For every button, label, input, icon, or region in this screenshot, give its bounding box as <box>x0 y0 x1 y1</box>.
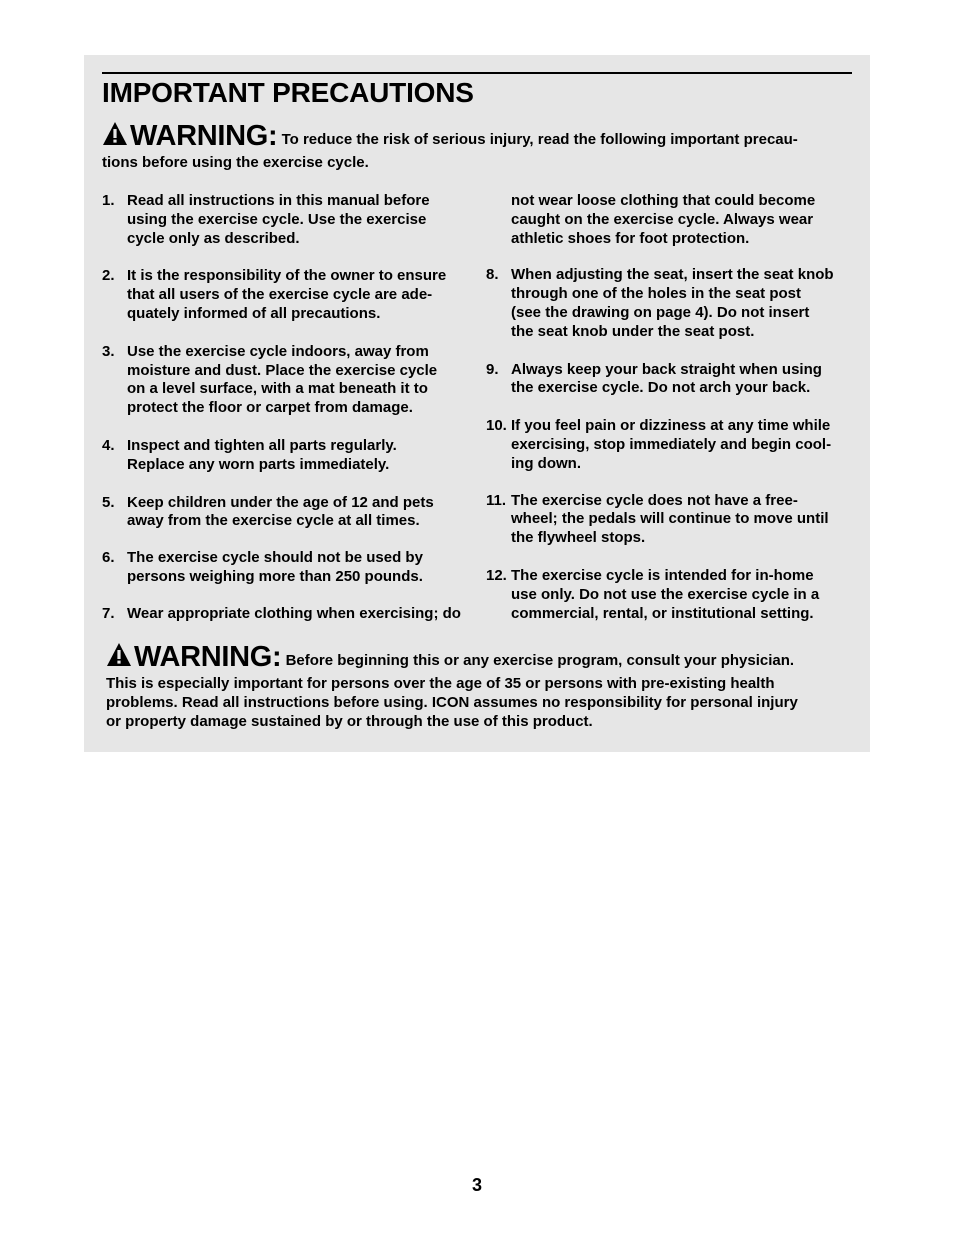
item-text: If you feel pain or dizziness at any time while exercising, stop immediately and begin cool- ing down. <box>511 417 832 472</box>
precautions-list-left <box>102 192 472 624</box>
warning-physician <box>106 640 846 731</box>
item-number: 12. <box>486 566 507 584</box>
warning-triangle-icon <box>106 642 132 667</box>
item-text: Read all instructions in this manual before using the exercise cycle. Use the exercise cycle only as described. <box>127 192 430 247</box>
precaution-item <box>102 267 472 323</box>
warning-triangle-icon <box>102 121 128 146</box>
warning-label: WARNING: <box>134 641 282 673</box>
item-number: 2. <box>102 267 115 285</box>
precaution-item <box>102 343 472 418</box>
item-number: 11. <box>486 491 507 509</box>
warning-intro <box>102 119 842 172</box>
precaution-item <box>102 605 472 624</box>
precaution-item <box>102 549 472 587</box>
title-rule <box>102 72 852 74</box>
precaution-item <box>486 361 856 399</box>
warning-label: WARNING: <box>130 120 278 152</box>
item-number: 1. <box>102 192 115 209</box>
item-text: Wear appropriate clothing when exercising; do <box>127 604 461 622</box>
item-text: The exercise cycle is intended for in-home use only. Do not use the exercise cycle in a commercial, rental, or institutional setting. <box>511 566 820 622</box>
precaution-item <box>486 266 856 341</box>
item-text: Use the exercise cycle indoors, away from moisture and dust. Place the exercise cycle on a level surface, with a mat beneath it to protect the floor or carpet from damage. <box>127 342 438 417</box>
precaution-item <box>486 492 856 548</box>
item-text: Always keep your back straight when using the exercise cycle. Do not arch your back. <box>511 360 822 397</box>
item-number: 9. <box>486 360 499 378</box>
item-number: 6. <box>102 549 115 567</box>
warning-text: To reduce the risk of serious injury, read the following important precau- <box>281 131 798 148</box>
item-text: The exercise cycle does not have a free- wheel; the pedals will continue to move until the flywheel stops. <box>511 491 829 547</box>
warning-text-cont: tions before using the exercise cycle. <box>102 154 369 171</box>
precaution-item <box>102 192 472 248</box>
item-number: 10. <box>486 417 507 435</box>
item-number: 7. <box>102 604 115 622</box>
item-number: 8. <box>486 266 499 284</box>
item-text: The exercise cycle should not be used by persons weighing more than 250 pounds. <box>127 549 423 585</box>
precaution-item <box>102 437 472 475</box>
precaution-item <box>486 567 856 623</box>
item-number: 5. <box>102 493 115 511</box>
page-number: 3 <box>471 1175 482 1195</box>
item-number <box>486 192 511 248</box>
item-text: When adjusting the seat, insert the seat knob through one of the holes in the seat post (see the drawing on page 4). Do not insert the seat knob under the seat post. <box>511 266 834 340</box>
precaution-item <box>486 417 856 473</box>
item-number: 4. <box>102 436 115 454</box>
warning-text: Before beginning this or any exercise program, consult your physician. <box>285 652 795 669</box>
precaution-item <box>102 494 472 532</box>
item-number: 3. <box>102 342 115 360</box>
item-text: It is the responsibility of the owner to ensure that all users of the exercise cycle are ade- quately informed of all precautions. <box>127 267 447 322</box>
precautions-list-right <box>486 192 856 623</box>
item-text: Keep children under the age of 12 and pets away from the exercise cycle at all times. <box>127 493 434 530</box>
item-text: Inspect and tighten all parts regularly. Replace any worn parts immediately. <box>127 436 397 473</box>
item-text: not wear loose clothing that could become caught on the exercise cycle. Always wear athletic shoes for foot protection. <box>511 192 816 247</box>
precaution-item <box>486 192 856 248</box>
warning-text-cont: This is especially important for persons over the age of 35 or persons with pre-existing health problems. Read all instructions before using. ICON assumes no responsibility for personal injury or property damage sustained by or through the use of this product. <box>106 675 798 730</box>
page-title: IMPORTANT PRECAUTIONS <box>102 77 474 108</box>
